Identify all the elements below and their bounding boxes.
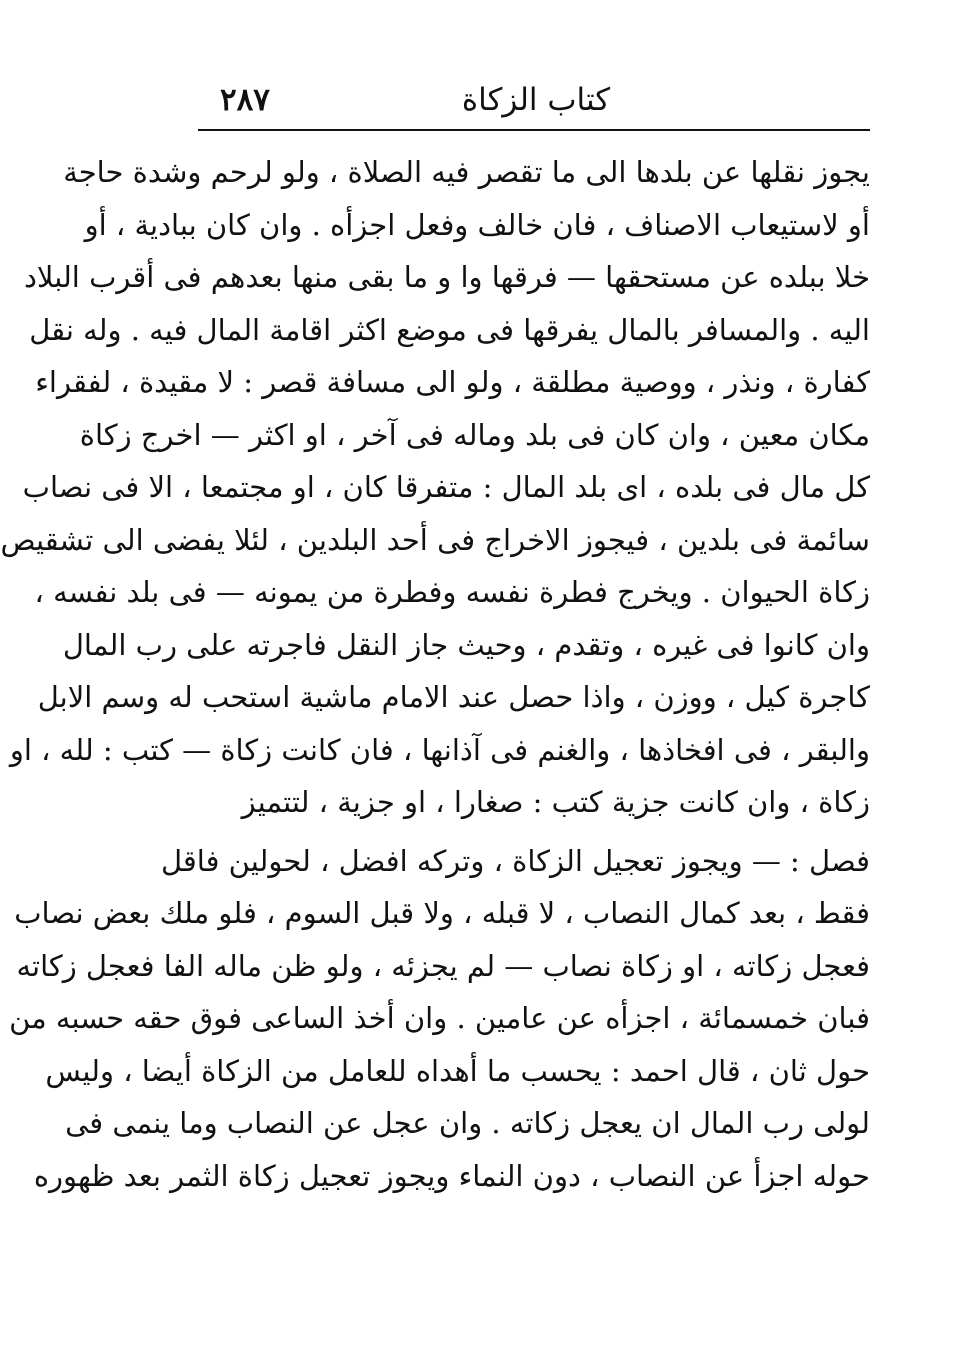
text-line: حول ثان ، قال احمد : يحسب ما أهداه للعامل من الزكاة أيضا ، وليس — [45, 1053, 870, 1088]
text-line: لولى رب المال ان يعجل زكاته . وان عجل عن النصاب وما ينمى فى — [65, 1106, 870, 1140]
text-line: أو لاستيعاب الاصناف ، فان خالف وفعل اجزأه . وان كان ببادية ، أو — [84, 207, 870, 242]
text-line: فعجل زكاته ، او زكاة نصاب — لم يجزئه ، ولو ظن ماله الفا فعجل زكاته — [16, 948, 870, 983]
page-header — [202, 74, 870, 130]
text-line: اليه . والمسافر بالمال يفرقها فى موضع اكثر اقامة المال فيه . وله نقل — [29, 312, 870, 347]
text-line: كل مال فى بلده ، اى بلد المال : متفرقا كان ، او مجتمعا ، الا فى نصاب — [22, 470, 870, 504]
text-line: مكان معين ، وان كان فى بلد وماله فى آخر ، او اكثر — اخرج زكاة — [79, 417, 870, 452]
header-rule — [198, 129, 870, 131]
text-line: والبقر ، فى افخاذها ، والغنم فى آذانها ، فان كانت زكاة — كتب : لله ، او — [9, 732, 870, 767]
text-line: حوله اجزأ عن النصاب ، دون النماء ويجوز تعجيل زكاة الثمر بعد ظهوره — [33, 1158, 870, 1193]
text-line: وان كانوا فى غيره ، وتقدم ، وحيث جاز النقل فاجرته على رب المال — [62, 627, 870, 662]
running-title: كتاب الزكاة — [461, 82, 611, 118]
text-line: زكاة ، وان كانت جزية كتب : صغارا ، او جزية ، لتتميز — [241, 785, 870, 819]
section-heading-line: فصل : — ويجوز تعجيل الزكاة ، وتركه افضل ، لحولين فاقل — [160, 843, 870, 878]
text-line: خلا ببلده عن مستحقها — فرقها وا و ما بقى منها بعدهم فى أقرب البلاد — [23, 260, 870, 294]
text-line: سائمة فى بلدين ، فيجوز الاخراج فى أحد البلدين ، لئلا يفضى الى تشقيص — [0, 522, 870, 557]
page-number: ٢٨٧ — [220, 82, 270, 118]
body-text — [0, 146, 870, 1202]
text-line: زكاة الحيوان . ويخرج فطرة نفسه وفطرة من يمونه — فى بلد نفسه ، — [34, 575, 870, 609]
text-line: فقط ، بعد كمال النصاب ، لا قبله ، ولا قبل السوم ، فلو ملك بعض نصاب — [14, 896, 870, 930]
text-line: كفارة ، ونذر ، ووصية مطلقة ، ولو الى مسافة قصر : لا مقيدة ، لفقراء — [35, 365, 870, 399]
text-line: كاجرة كيل ، ووزن ، واذا حصل عند الامام ماشية استحب له وسم الابل — [37, 680, 870, 714]
text-line: يجوز نقلها عن بلدها الى ما تقصر فيه الصلاة ، ولو لرحم وشدة حاجة — [63, 155, 870, 189]
text-line: فبان خمسمائة ، اجزأه عن عامين . وان أخذ الساعى فوق حقه حسبه من — [9, 1001, 870, 1035]
